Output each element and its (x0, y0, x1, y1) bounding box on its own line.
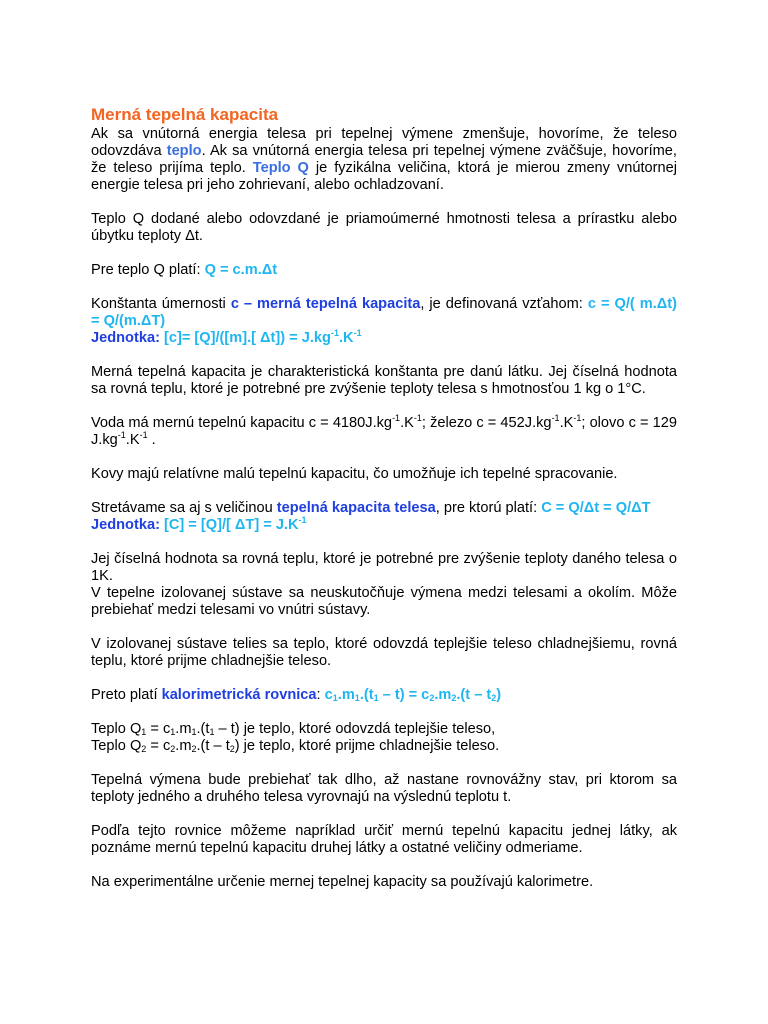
paragraph-heat-terms: Teplo $Q_1 = c_1.m_1.(t_1 - t)$ je teplo, ktoré odovzdá teplejšie teleso, Teplo $Q_2 = c_2.m_2.(t - t_2)$ je teplo, ktoré prijme chladnejšie teleso. (91, 721, 500, 754)
paragraph-proportionality: Teplo Q dodané alebo odovzdané je priamoúmerné hmotnosti telesa a prírastku alebo úbytku teploty Δt. (91, 211, 677, 244)
paragraph-metals: Kovy majú relatívne malú tepelnú kapacitu, čo umožňuje ich tepelné spracovanie. (91, 466, 618, 482)
paragraph-equilibrium: Tepelná výmena bude prebiehať tak dlho, až nastane rovnovážny stav, pri ktorom sa teploty jedného a druhého telesa vyrovnajú na výslednú teplotu t. (91, 772, 677, 805)
unit-line-specific-heat: Jednotka: [c]= [Q]/([m].[ $\Delta t]) = J.kg^{-1}.K^{-1}$ (91, 328, 362, 346)
paragraph-calorimeters: Na experimentálne určenie mernej tepelnej kapacity sa používajú kalorimetre. (91, 874, 594, 890)
paragraph-isolated-system: Jej číselná hodnota sa rovná teplu, ktoré je potrebné pre zvýšenie teploty daného telesa o 1K. V tepelne izolovanej sústave sa neuskutočňuje výmena medzi telesami a okolím. Môže prebiehať medzi telesami vo vnútri sústavy. (91, 551, 677, 618)
term-heat-capacity: tepelná kapacita telesa (276, 500, 436, 516)
paragraph-determination: Podľa tejto rovnice môžeme napríklad určiť mernú tepelnú kapacitu jednej látky, ak poznáme mernú tepelnú kapacitu druhej látky a ostatné veličiny odmeriame. (91, 823, 677, 856)
paragraph-heat-capacity: Stretávame sa aj s veličinou tepelná kapacita telesa, pre ktorú platí: C = Q/Δt = Q/ΔT Jednotka: [C] = [Q]/[ $\Delta T] = J.K^{-1}$ (91, 500, 677, 534)
term-teplo: teplo (166, 143, 202, 159)
term-calorimetric-equation: kalorimetrická rovnica (161, 687, 317, 703)
paragraph-examples: Voda má mernú tepelnú kapacitu $c = 4180J.kg^{-1}.K^{-1}$; železo $c = 452J.kg^{-1}.K^{-1}$; olovo c = 129 $J.kg^{-1}.K^{-1}$ . (91, 413, 677, 448)
term-specific-heat: c – merná tepelná kapacita (230, 296, 421, 312)
paragraph-specific-heat-definition: Konštanta úmernosti c – merná tepelná kapacita, je definovaná vzťahom: c = Q/( m.Δt) = Q/(m.ΔT) Jednotka: [c]= [Q]/([m].[ $\Delta t]) = J.kg^{-1}.K^{-1}$ (91, 296, 677, 346)
unit-line-heat-capacity: Jednotka: [C] = [Q]/[ $\Delta T] = J.K^{-1}$ (91, 515, 307, 533)
unit-label: Jednotka: (91, 517, 160, 533)
document-page (91, 104, 677, 891)
formula-heat: Q = c.m.Δt (204, 262, 278, 278)
term-teplo-q: Teplo Q (252, 160, 309, 176)
paragraph-heat-intro: Ak sa vnútorná energia telesa pri tepelnej výmene zmenšuje, hovoríme, že teleso odovzdáva teplo. Ak sa vnútorná energia telesa pri tepelnej výmene zväčšuje, hovoríme, že teleso prijíma teplo. Teplo Q je fyzikálna veličina, ktorá je mierou zmeny vnútornej energie telesa pri jeho zohrievaní, alebo ochladzovaní. (91, 126, 677, 193)
formula-heat-capacity: C = Q/Δt = Q/ΔT (541, 500, 651, 516)
formula-specific-heat: c = Q/( m.Δt) = Q/(m.ΔT) (91, 296, 677, 329)
paragraph-heat-formula: Pre teplo Q platí: Q = c.m.Δt (91, 262, 278, 278)
paragraph-material-constant: Merná tepelná kapacita je charakteristická konštanta pre danú látku. Jej číselná hodnota sa rovná teplu, ktoré je potrebné pre zvýšenie teploty telesa s hmotnosťou 1 kg o 1°C. (91, 364, 677, 397)
formula-calorimetric: $c_1.m_1.(t_1 - t) = c_2.m_2.(t - t_2)$ (324, 687, 502, 703)
unit-label: Jednotka: (91, 330, 160, 346)
paragraph-heat-balance: V izolovanej sústave telies sa teplo, ktoré odovzdá teplejšie teleso chladnejšiemu, rovná teplu, ktoré prijme chladnejšie teleso. (91, 636, 677, 669)
paragraph-calorimetric-equation: Preto platí kalorimetrická rovnica: $c_1.m_1.(t_1 - t) = c_2.m_2.(t - t_2)$ (91, 687, 502, 703)
page-title: Merná tepelná kapacita (91, 105, 279, 124)
